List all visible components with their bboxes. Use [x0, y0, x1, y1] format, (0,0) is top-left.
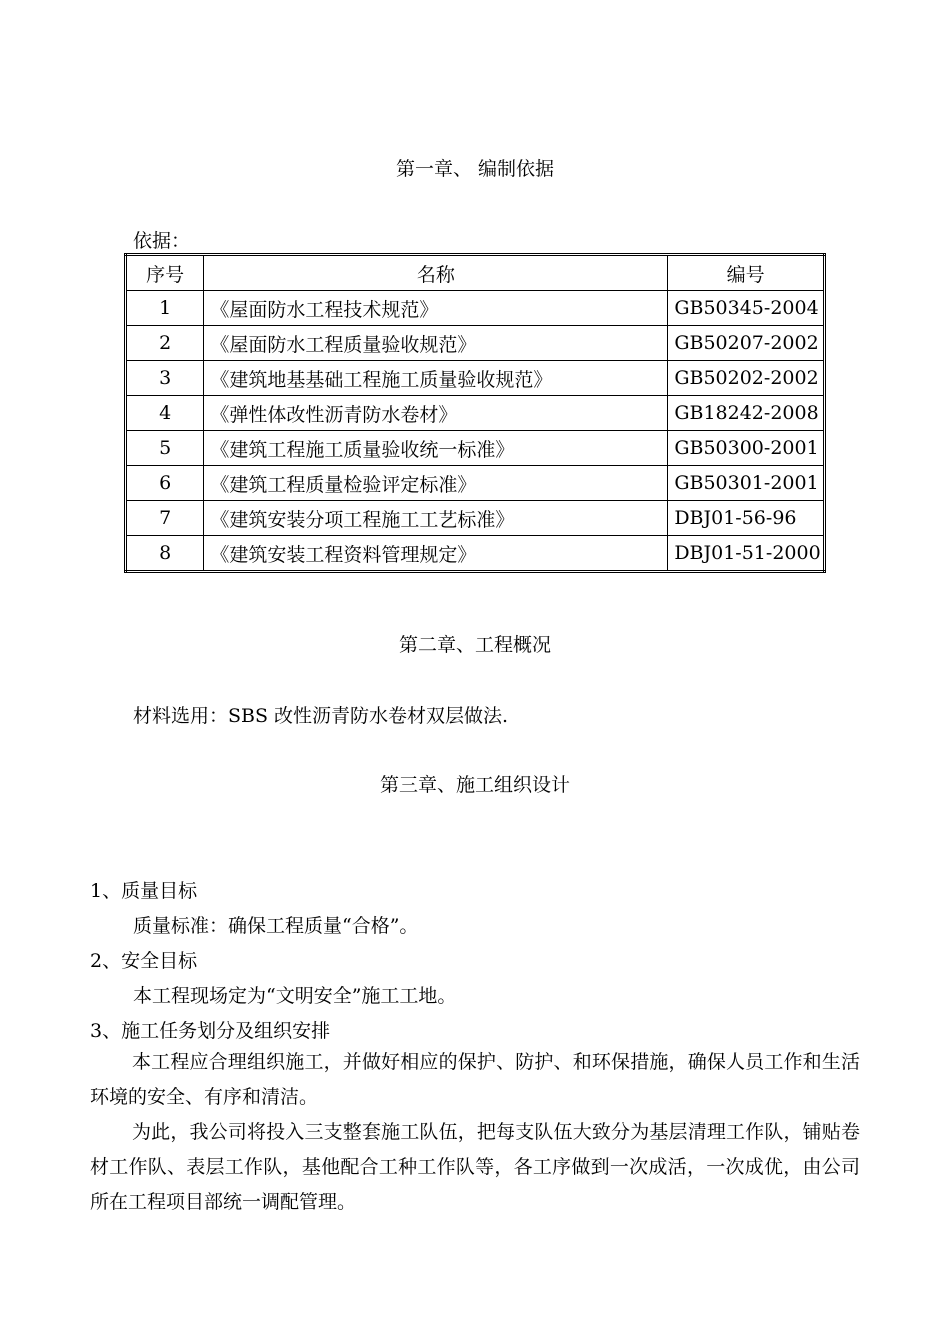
row-name: 《屋面防水工程技术规范》 [204, 291, 668, 326]
row-name: 《建筑地基基础工程施工质量验收规范》 [204, 361, 668, 396]
section3-paragraph-2-text: 为此，我公司将投入三支整套施工队伍，把每支队伍大致分为基层清理工作队，铺贴卷材工作队、表层工作队，基他配合工种工作队等，各工序做到一次成活，一次成优，由公司所在工程项目部统一调配管理。 [90, 1121, 860, 1213]
section2-text: 本工程现场定为“文明安全”施工工地。 [133, 985, 457, 1007]
row-code: DBJ01-51-2000 [668, 536, 825, 572]
row-code: GB50345-2004 [668, 291, 825, 326]
row-index: 2 [126, 326, 204, 361]
table-row [126, 501, 825, 536]
section3-paragraph-1-text: 本工程应合理组织施工，并做好相应的保护、防护、和环保措施，确保人员工作和生活环境的安全、有序和清洁。 [90, 1051, 860, 1108]
row-index: 6 [126, 466, 204, 501]
chapter3-title: 第三章、施工组织设计 [379, 774, 570, 796]
material-text: 材料选用：SBS 改性沥青防水卷材双层做法. [133, 705, 509, 727]
table-row [126, 466, 825, 501]
basis-label: 依据： [133, 230, 191, 252]
row-code: GB50202-2002 [668, 361, 825, 396]
table-row [126, 291, 825, 326]
table-row [126, 431, 825, 466]
section1-title: 1、质量目标 [90, 880, 198, 902]
section2-title: 2、安全目标 [90, 950, 198, 972]
table-header-row [126, 255, 825, 291]
header-index: 序号 [126, 255, 204, 291]
section1-text: 质量标准：确保工程质量“合格”。 [133, 915, 419, 937]
table-row [126, 396, 825, 431]
row-code: DBJ01-56-96 [668, 501, 825, 536]
header-name: 名称 [204, 255, 668, 291]
header-code: 编号 [668, 255, 825, 291]
row-index: 5 [126, 431, 204, 466]
section3-paragraph-2 [90, 1115, 860, 1220]
standards-table [124, 253, 826, 573]
row-name: 《建筑工程质量检验评定标准》 [204, 466, 668, 501]
row-code: GB50207-2002 [668, 326, 825, 361]
table-row [126, 536, 825, 572]
chapter2-title: 第二章、工程概况 [398, 634, 551, 656]
row-name: 《建筑安装分项工程施工工艺标准》 [204, 501, 668, 536]
row-name: 《弹性体改性沥青防水卷材》 [204, 396, 668, 431]
row-index: 7 [126, 501, 204, 536]
section3-title: 3、施工任务划分及组织安排 [90, 1020, 331, 1042]
row-code: GB50300-2001 [668, 431, 825, 466]
row-index: 3 [126, 361, 204, 396]
row-name: 《屋面防水工程质量验收规范》 [204, 326, 668, 361]
row-index: 4 [126, 396, 204, 431]
table-row [126, 326, 825, 361]
row-index: 8 [126, 536, 204, 572]
section3-paragraph-1 [90, 1045, 860, 1115]
chapter1-title: 第一章、 编制依据 [395, 158, 555, 180]
table-row [126, 361, 825, 396]
row-name: 《建筑安装工程资料管理规定》 [204, 536, 668, 572]
row-code: GB18242-2008 [668, 396, 825, 431]
row-name: 《建筑工程施工质量验收统一标准》 [204, 431, 668, 466]
row-code: GB50301-2001 [668, 466, 825, 501]
row-index: 1 [126, 291, 204, 326]
